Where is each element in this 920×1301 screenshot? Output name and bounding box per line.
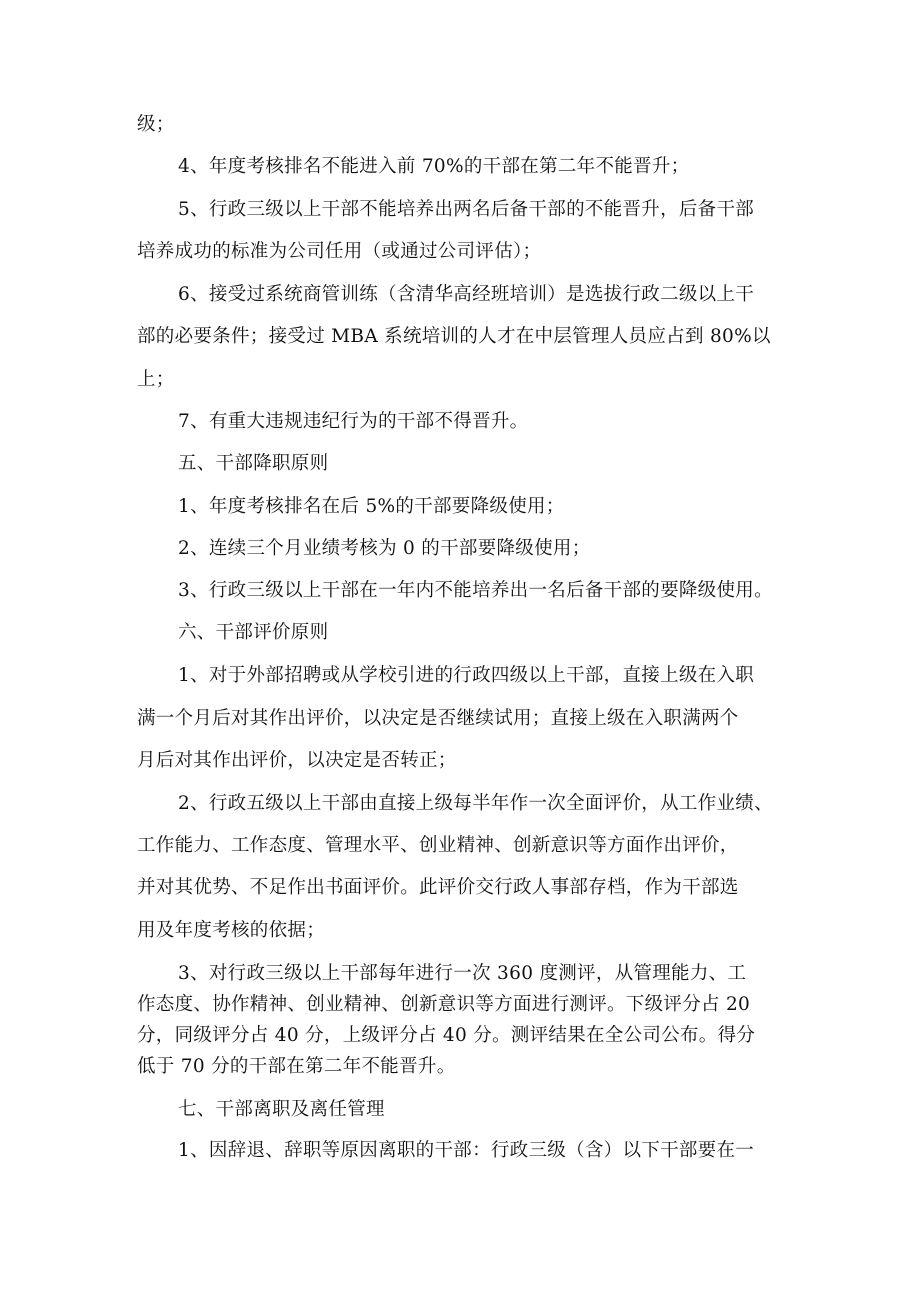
text-line: 月后对其作出评价，以决定是否转正； <box>137 750 457 771</box>
text-line: 1、因辞退、辞职等原因离职的干部：行政三级（含）以下干部要在一 <box>178 1140 755 1161</box>
text-line: 6、接受过系统商管训练（含清华高经班培训）是选拔行政二级以上干 <box>178 284 755 305</box>
text-line: 3、行政三级以上干部在一年内不能培养出一名后备干部的要降级使用。 <box>178 580 773 601</box>
section-heading: 五、干部降职原则 <box>178 453 329 474</box>
text-line: 用及年度考核的依据； <box>137 920 326 941</box>
text-line: 作态度、协作精神、创业精神、创新意识等方面进行测评。下级评分占 20 <box>137 994 751 1015</box>
section-heading: 七、干部离职及离任管理 <box>178 1099 385 1120</box>
text-line: 低于 70 分的干部在第二年不能晋升。 <box>137 1056 456 1077</box>
text-line: 1、对于外部招聘或从学校引进的行政四级以上干部，直接上级在入职 <box>178 665 755 686</box>
text-line: 工作能力、工作态度、管理水平、创业精神、创新意识等方面作出评价， <box>137 835 739 856</box>
text-line: 7、有重大违规违纪行为的干部不得晋升。 <box>178 411 529 432</box>
section-heading: 六、干部评价原则 <box>178 622 329 643</box>
text-line: 并对其优势、不足作出书面评价。此评价交行政人事部存档，作为干部选 <box>137 877 739 898</box>
text-line: 分，同级评分占 40 分，上级评分占 40 分。测评结果在全公司公布。得分 <box>137 1025 756 1046</box>
text-line: 5、行政三级以上干部不能培养出两名后备干部的不能晋升，后备干部 <box>178 199 755 220</box>
text-line: 上； <box>137 369 175 390</box>
text-line: 4、年度考核排名不能进入前 70%的干部在第二年不能晋升； <box>178 156 690 177</box>
text-line: 1、年度考核排名在后 5%的干部要降级使用； <box>178 496 565 517</box>
text-line: 培养成功的标准为公司任用（或通过公司评估）； <box>137 241 542 262</box>
text-line: 3、对行政三级以上干部每年进行一次 360 度测评，从管理能力、工 <box>178 963 747 984</box>
text-line: 2、行政五级以上干部由直接上级每半年作一次全面评价，从工作业绩、 <box>178 793 773 814</box>
text-line: 部的必要条件；接受过 MBA 系统培训的人才在中层管理人员应占到 80%以 <box>137 326 771 347</box>
text-line: 满一个月后对其作出评价，以决定是否继续试用；直接上级在入职满两个 <box>137 708 739 729</box>
text-line: 级； <box>137 114 175 135</box>
text-line: 2、连续三个月业绩考核为 0 的干部要降级使用； <box>178 538 591 559</box>
